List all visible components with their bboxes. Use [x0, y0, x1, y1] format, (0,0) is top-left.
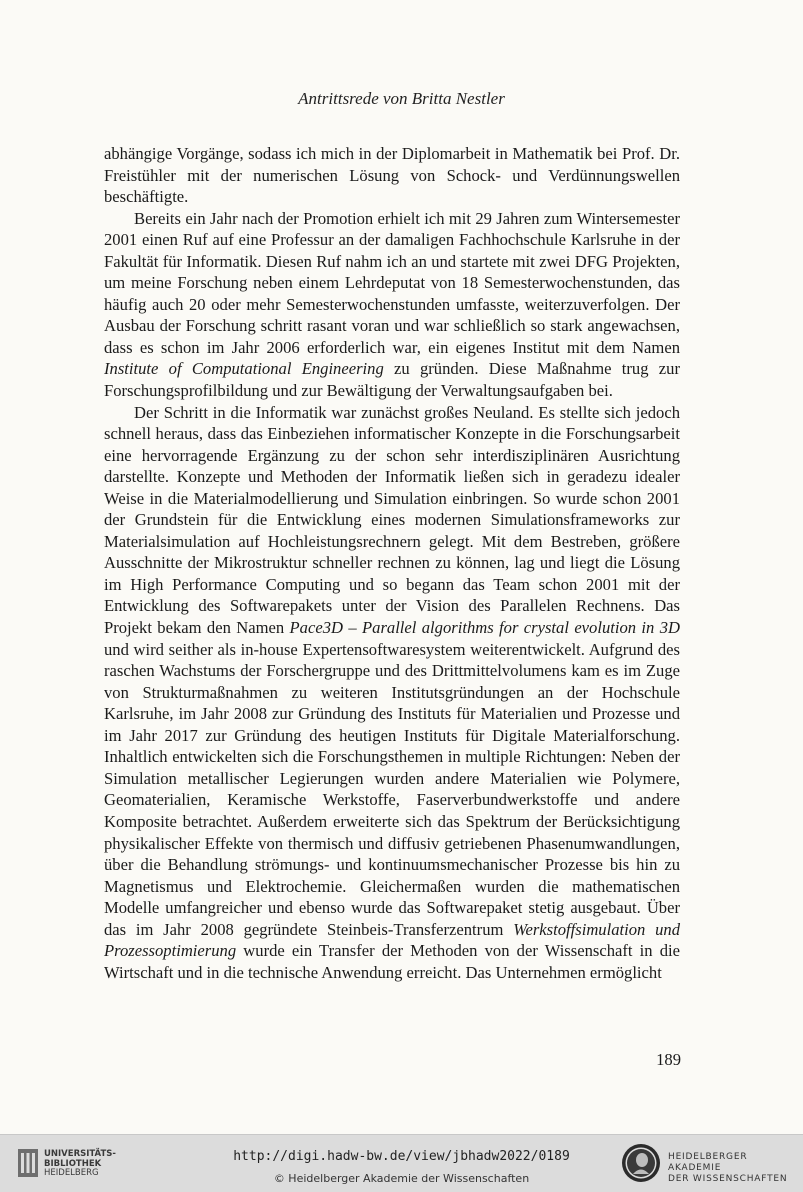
text-segment: Der Schritt in die Informatik war zunächst großes Neuland. Es stellte sich jedoch schnell heraus, dass das Einbeziehen informatischer Konzepte in die Forschungsarbeit eine hervorragende Ergänzung zu der schon sehr interdisziplinären Ausrichtung darstellte. Konzepte und Methoden der Informatik ließen sich in geradezu idealer Weise in die Materialmodellierung und Simulation einbringen. So wurde schon 2001 der Grundstein für die Entwicklung eines modernen Simulationsframeworks zur Materialsimulation auf Hochleistungsrechnern gelegt. Mit dem Bestreben, größere Ausschnitte der Mikrostruktur schneller rechnen zu können, lag und liegt die Lösung im High Performance Computing und so begann das Team schon 2001 mit der Entwicklung des Softwarepakets unter der Vision des Parallelen Rechnens. Das Projekt bekam den Namen [104, 402, 680, 638]
text-segment: und wird seither als in-house Expertensoftwaresystem weiterentwickelt. Aufgrund des raschen Wachstums der Forschergruppe und des Drittmittelvolumens kam es im Zuge von Strukturmaßnahmen zu weiteren Institutsgründungen an der Hochschule Karlsruhe, im Jahr 2008 zur Gründung des Instituts für Materialien und Prozesse und im Jahr 2017 zur Gründung des heutigen Instituts für Digitale Materialforschung. Inhaltlich entwickelten sich die Forschungsthemen in multiple Richtungen: Neben der Simulation metallischer Legierungen wurden andere Materialien wie Polymere, Geomaterialien, Keramische Werkstoffe, Faserverbundwerkstoffe und andere Komposite betrachtet. Außerdem erweiterte sich das Spektrum der Berücksichtigung physikalischer Effekte von thermisch und diffusiv getriebenen Phasenumwandlungen, über die Behandlung strömungs- und kontinuumsmechanischer Prozesse bis hin zu Magnetismus und Elektrochemie. Gleichermaßen wurden die mathematischen Modelle umfangreicher und ebenso wurde das Softwarepaket stetig ausgebaut. Über das im Jahr 2008 gegründete Steinbeis-Transferzentrum [104, 639, 680, 939]
hadw-line: DER WISSENSCHAFTEN [668, 1174, 788, 1184]
page-number: 189 [656, 1050, 681, 1069]
italic-title: Institute of Computational Engineering [104, 359, 384, 379]
ub-line: BIBLIOTHEK [44, 1158, 102, 1169]
ub-line: UNIVERSITÄTS- [44, 1149, 116, 1159]
permalink-url[interactable]: http://digi.hadw-bw.de/view/jbhadw2022/0189 [233, 1149, 570, 1164]
paragraph-1 [104, 143, 680, 208]
hadw-line: HEIDELBERGER AKADEMIE [668, 1152, 748, 1173]
ub-line: HEIDELBERG [44, 1168, 99, 1178]
footer-bar [0, 1134, 803, 1192]
text-segment: wurde ein Transfer der Methoden von der Wissenschaft in die Wirtschaft und in die technische Anwendung erreicht. Das Unternehmen ermöglicht [104, 941, 680, 982]
academy-seal-icon [621, 1143, 661, 1183]
text-segment: Bereits ein Jahr nach der Promotion erhielt ich mit 29 Jahren zum Wintersemester 2001 einen Ruf auf eine Professur an der damaligen Fachhochschule Karlsruhe in der Fakultät für Informatik. Diesen Ruf nahm ich an und startete mit zwei DFG Projekten, um meine Forschung neben einem Lehrdeputat von 18 Semesterwochenstunden, das häufig auch 20 oder mehr Semesterwochenstunden umfasste, weiterzuverfolgen. Der Ausbau der Forschung schritt rasant voran und war schließlich so stark angewachsen, dass es schon im Jahr 2006 erforderlich war, ein eigenes Institut mit dem Namen [104, 208, 680, 357]
italic-title: Werkstoffsimulation und Prozessoptimierung [104, 919, 680, 961]
text-segment: zu gründen. Diese Maßnahme trug zur Forschungsprofilbildung und zur Bewältigung der Verwaltungsaufgaben bei. [104, 359, 680, 401]
copyright-notice: © Heidelberger Akademie der Wissenschaften [273, 1172, 530, 1185]
paragraph-3 [104, 402, 680, 984]
text-segment: abhängige Vorgänge, sodass ich mich in der Diplomarbeit in Mathematik bei Prof. Dr. Freistühler mit der numerischen Lösung von Schock- und Verdünnungswellen beschäftigte. [104, 144, 680, 207]
academy-name [668, 1152, 803, 1185]
body-text [104, 143, 680, 983]
running-head: Antrittsrede von Britta Nestler [298, 89, 505, 108]
italic-title: Pace3D – Parallel algorithms for crystal evolution in 3D [289, 618, 680, 638]
paragraph-2 [104, 208, 680, 402]
